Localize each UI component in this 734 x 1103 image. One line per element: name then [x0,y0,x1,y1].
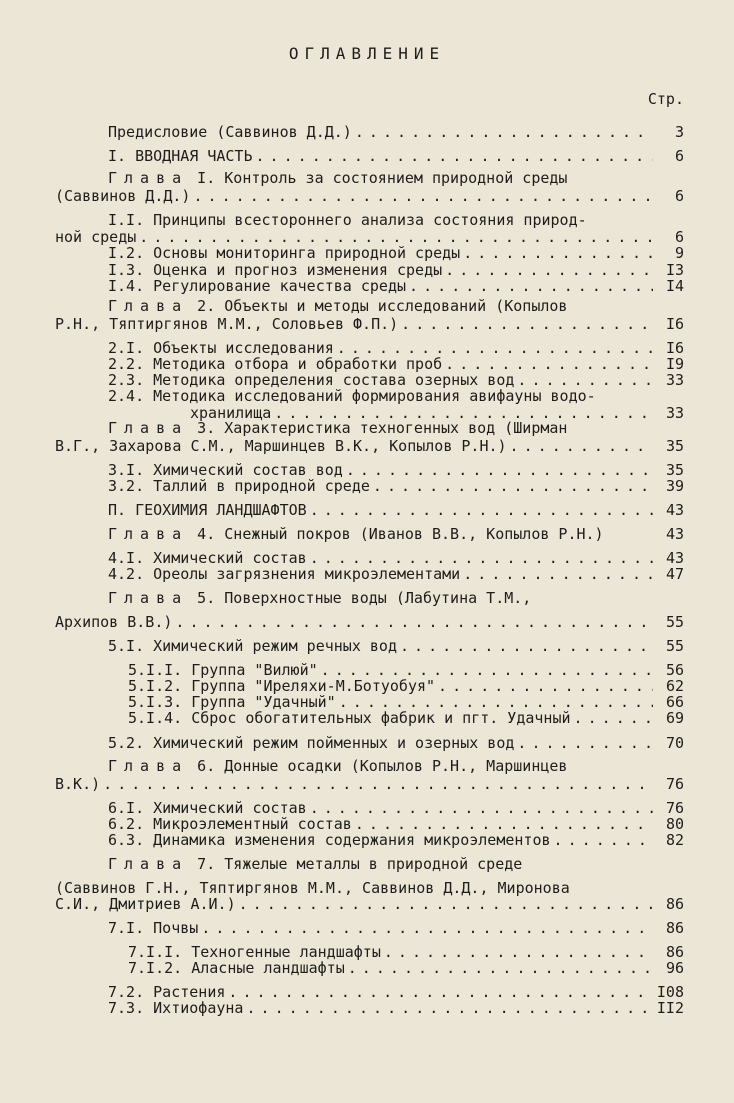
toc-entry [128,944,684,960]
toc-entry [108,262,684,278]
toc-entry-title: Глава 6. Донные осадки (Копылов Р.Н., Маршинцев [108,758,568,774]
toc-entry [128,662,684,678]
toc-entry [55,438,684,454]
toc-entry-title: Р.Н., Тяптиргянов М.М., Соловьев Ф.П.) [55,316,399,332]
toc-entry-title: Глава 2. Объекты и методы исследований (Копылов [108,298,568,314]
leader-dots [355,124,653,140]
toc-entry-page: I3 [665,262,684,278]
toc-entry [108,124,684,140]
toc-entry-page: 96 [665,960,684,976]
toc-entry [108,502,684,518]
toc-entry [108,478,684,494]
toc-entry-page: 35 [665,438,684,454]
toc-entry [190,405,684,421]
toc-entry-title: 7.2. Растения [108,984,226,1000]
page-title: ОГЛАВЛЕНИЕ [288,44,446,63]
toc-entry-title: 4.I. Химический состав [108,550,307,566]
leader-dots [310,800,653,816]
toc-entry [108,372,684,388]
toc-entry [108,388,684,404]
toc-entry-page: 86 [665,944,684,960]
toc-entry [108,758,668,774]
toc-entry-page: 62 [665,678,684,694]
leader-dots [463,566,653,582]
toc-entry-title: 2.2. Методика отбора и обработки проб [108,356,443,372]
toc-entry-title: Глава 3. Характеристика техногенных вод (Ширман [108,420,568,436]
toc-entry [128,678,684,694]
leader-dots [463,245,653,261]
toc-entry-title: (Саввинов Д.Д.) [55,188,191,204]
toc-entry-title: I.I. Принципы всестороннего анализа состояния природ- [108,212,587,228]
toc-entry-page: 6 [674,148,684,164]
leader-dots [400,638,653,654]
toc-entry-title: 2.4. Методика исследований формирования авифауны водо- [108,388,596,404]
toc-entry-page: 80 [665,816,684,832]
leader-dots [409,278,653,294]
toc-entry [55,776,684,792]
toc-entry [108,148,684,164]
toc-entry-title: 4.2. Ореолы загрязнения микроэлементами [108,566,461,582]
toc-entry [108,340,684,356]
toc-entry-title: I.4. Регулирование качества среды [108,278,407,294]
toc-entry-title: В.К.) [55,776,101,792]
leader-dots [228,984,653,1000]
toc-entry-title: 6.3. Динамика изменения содержания микроэлементов [108,832,551,848]
toc-entry-title: Предисловие (Саввинов Д.Д.) [108,124,352,140]
toc-entry-page: 43 [665,502,684,518]
leader-dots [445,356,653,372]
leader-dots [401,316,653,332]
toc-entry-page: I08 [656,984,684,1000]
toc-entry [108,638,684,654]
toc-entry-page: 69 [665,710,684,726]
toc-entry [108,735,684,751]
toc-entry [55,880,684,896]
toc-entry-title: Глава 4. Снежный покров (Иванов В.В., Копылов Р.Н.) [108,526,604,542]
toc-entry-page: 47 [665,566,684,582]
toc-entry-title: С.И., Дмитриев А.И.) [55,896,236,912]
leader-dots [103,776,653,792]
toc-entry [55,188,684,204]
toc-entry [108,462,684,478]
toc-entry-page: I6 [665,340,684,356]
leader-dots [256,148,654,164]
toc-entry [128,960,684,976]
toc-entry [108,356,684,372]
toc-entry-title: ной среды [55,229,137,245]
toc-entry [108,212,668,228]
toc-entry-page: 86 [665,896,684,912]
leader-dots [246,1000,653,1016]
toc-entry-title: (Саввинов Г.Н., Тяптиргянов М.М., Саввинов Д.Д., Миронова [55,880,570,896]
leader-dots [517,372,653,388]
toc-entry-page: 35 [665,462,684,478]
toc-entry-title: 7.I. Почвы [108,920,199,936]
toc-entry-page: I9 [665,356,684,372]
leader-dots [373,478,653,494]
toc-entry-page: I4 [665,278,684,294]
toc-entry [108,832,684,848]
toc-entry-title: I. ВВОДНАЯ ЧАСТЬ [108,148,253,164]
leader-dots [310,550,653,566]
toc-entry [108,920,684,936]
leader-dots [310,502,653,518]
toc-entry-page: 70 [665,735,684,751]
toc-entry [108,278,684,294]
toc-entry [128,694,684,710]
toc-entry-page: 82 [665,832,684,848]
toc-entry-title: Глава I. Контроль за состоянием природной среды [108,170,568,186]
toc-entry [108,1000,684,1016]
toc-entry-page: 76 [665,800,684,816]
toc-entry [128,710,684,726]
toc-entry [108,170,668,186]
leader-dots [193,188,653,204]
toc-entry-title: Глава 5. Поверхностные воды (Лабутина Т.М., [108,590,532,606]
toc-entry [55,316,684,332]
toc-entry-title: 3.I. Химический состав вод [108,462,343,478]
toc-entry-title: 6.I. Химический состав [108,800,307,816]
toc-entry [108,590,668,606]
toc-entry-title: 7.3. Ихтиофауна [108,1000,244,1016]
toc-entry-title: 7.I.2. Аласные ландшафты [128,960,345,976]
leader-dots [510,438,653,454]
toc-entry-page: 39 [665,478,684,494]
toc-entry-page: 56 [665,662,684,678]
leader-dots [339,694,653,710]
toc-entry-title: 5.I.2. Группа "Иреляхи-М.Ботуобуя" [128,678,436,694]
toc-entry [108,984,684,1000]
toc-entry-title: I.3. Оценка и прогноз изменения среды [108,262,443,278]
leader-dots [201,920,653,936]
toc-entry-page: 33 [665,372,684,388]
leader-dots [348,960,653,976]
toc-entry-title: В.Г., Захарова С.М., Маршинцев В.К., Копылов Р.Н.) [55,438,507,454]
toc-entry [108,526,684,542]
toc-entry-page: I6 [665,316,684,332]
toc-entry-title: 5.I. Химический режим речных вод [108,638,397,654]
leader-dots [517,735,653,751]
toc-entry-title: П. ГЕОХИМИЯ ЛАНДШАФТОВ [108,502,307,518]
toc-entry-page: 86 [665,920,684,936]
leader-dots [337,340,653,356]
toc-entry [108,816,684,832]
toc-entry-title: Архипов В.В.) [55,614,173,630]
toc-entry-page: 43 [665,526,684,542]
toc-entry-page: 66 [665,694,684,710]
toc-entry-page: II2 [656,1000,684,1016]
toc-entry-title: хранилища [190,405,272,421]
toc-entry-page: 6 [674,188,684,204]
leader-dots [438,678,653,694]
toc-entry-title: 6.2. Микроэлементный состав [108,816,352,832]
leader-dots [239,896,653,912]
toc-entry-title: 5.I.I. Группа "Вилюй" [128,662,318,678]
toc-entry-title: 5.2. Химический режим пойменных и озерных вод [108,735,515,751]
toc-entry-page: 9 [674,245,684,261]
leader-dots [384,944,653,960]
toc-entry-title: 3.2. Таллий в природной среде [108,478,370,494]
toc-entry-title: Глава 7. Тяжелые металлы в природной среде [108,856,523,872]
toc-entry [55,896,684,912]
toc-entry-page: 33 [665,405,684,421]
leader-dots [554,832,653,848]
leader-dots [355,816,653,832]
toc-entry-title: 7.I.I. Техногенные ландшафты [128,944,381,960]
toc-entry [108,800,684,816]
toc-entry-page: 55 [665,614,684,630]
leader-dots [139,229,653,245]
leader-dots [321,662,653,678]
leader-dots [574,710,653,726]
toc-entry [108,856,668,872]
leader-dots [274,405,653,421]
toc-entry [55,229,684,245]
toc-entry-title: 2.3. Методика определения состава озерных вод [108,372,515,388]
leader-dots [175,614,653,630]
leader-dots [346,462,653,478]
toc-entry [108,420,668,436]
toc-entry [108,298,668,314]
toc-entry-title: 5.I.3. Группа "Удачный" [128,694,336,710]
toc-entry-page: 55 [665,638,684,654]
toc-entry-page: 76 [665,776,684,792]
toc-entry-page: 43 [665,550,684,566]
toc-entry-title: 5.I.4. Сброс обогатительных фабрик и пгт. Удачный [128,710,571,726]
toc-entry [55,614,684,630]
leader-dots [445,262,653,278]
toc-entry-title: 2.I. Объекты исследования [108,340,334,356]
toc-entry-title: I.2. Основы мониторинга природной среды [108,245,461,261]
toc-entry [108,550,684,566]
page-column-header: Стр. [647,90,684,108]
toc-entry [108,566,684,582]
toc-entry-page: 6 [674,229,684,245]
toc-entry-page: 3 [674,124,684,140]
toc-entry [108,245,684,261]
